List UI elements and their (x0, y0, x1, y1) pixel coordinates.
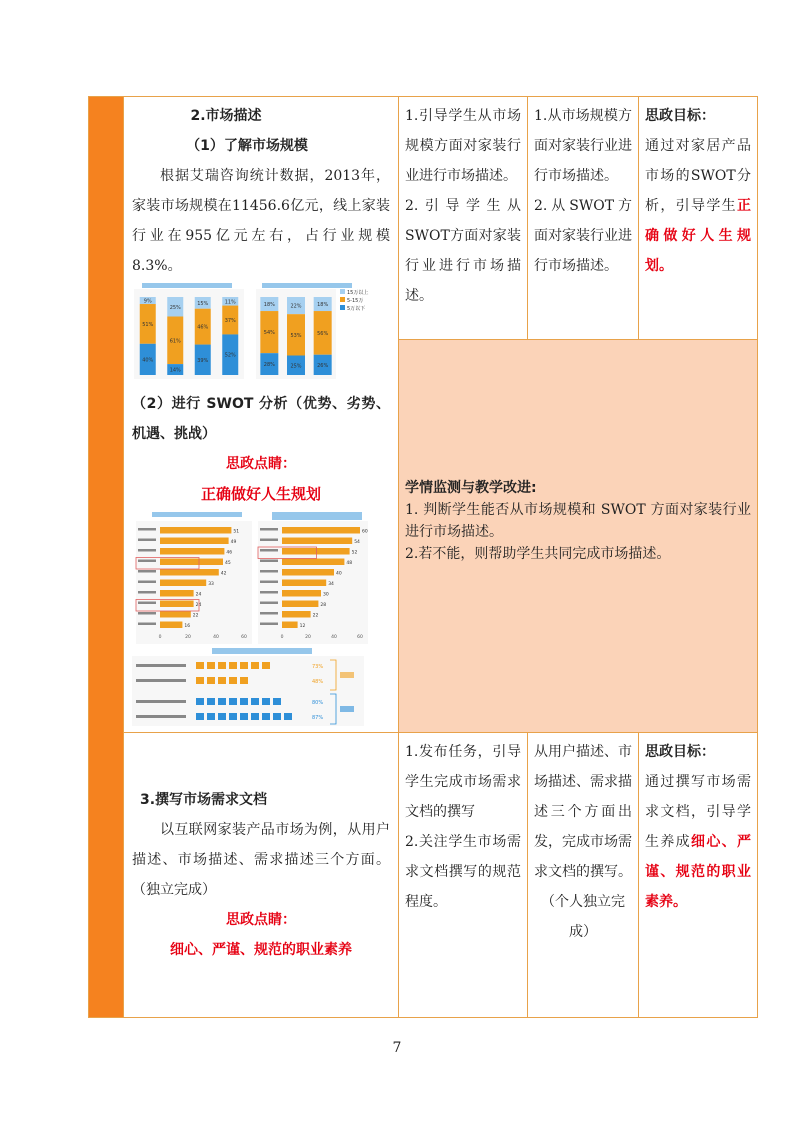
chart-online-offline-bars (132, 648, 372, 726)
category-label-mark (138, 623, 156, 626)
data-label: 24 (195, 592, 202, 598)
sizheng-goal-text (645, 131, 751, 281)
category-label-mark (138, 581, 156, 584)
data-label: 80% (312, 700, 324, 706)
chart-title-bar (212, 648, 312, 654)
chart-market-share-bars (132, 283, 372, 385)
bar (282, 538, 352, 545)
data-label: 52% (224, 352, 236, 359)
section-heading-market: 2.市场描述 (190, 108, 262, 124)
bar (282, 590, 321, 597)
legend-swatch (340, 289, 345, 294)
tick-label: 40 (213, 635, 219, 640)
sizheng-goal-body: 通过撰写市场需求文档，引导学生养成 (645, 774, 751, 850)
data-label: 40 (336, 571, 342, 577)
pictogram-cart (262, 662, 270, 669)
bar (282, 601, 318, 608)
pictogram-cart (218, 698, 226, 705)
category-label-mark (138, 602, 156, 605)
data-label: 87% (312, 715, 324, 721)
chart-title-bar (152, 512, 242, 517)
student-activity-cell-1 (528, 97, 639, 340)
data-label: 33 (208, 582, 214, 587)
legend-entry: 5-15万 (347, 298, 364, 304)
data-label: 56% (317, 330, 329, 337)
data-label: 46 (226, 550, 233, 556)
legend-swatch (340, 305, 345, 310)
legend-swatch (340, 297, 345, 302)
pictogram-cart (251, 698, 259, 705)
tick-label: 20 (185, 635, 191, 640)
bar (160, 622, 182, 629)
category-label-mark (260, 549, 278, 552)
pictogram-cart (229, 698, 237, 705)
data-label: 52 (351, 550, 358, 556)
monitoring-cell (399, 340, 758, 733)
data-label: 48 (346, 561, 353, 566)
chart-title-bar (262, 283, 352, 288)
orange-side-bar (89, 97, 124, 1018)
tick-label: 20 (305, 635, 311, 640)
data-label: 53% (290, 332, 302, 339)
pictogram-cart (218, 713, 226, 720)
data-label: 28 (320, 603, 327, 608)
pictogram-cart (273, 713, 281, 720)
data-label: 28% (263, 362, 275, 369)
data-label: 22% (290, 303, 302, 310)
category-label-mark (260, 602, 278, 605)
data-label: 73% (312, 664, 324, 670)
subheading-market-size: （1）了解市场规模 (186, 138, 308, 154)
content-cell-market (124, 97, 399, 733)
pictogram-cart (229, 677, 237, 684)
data-label: 45 (225, 561, 231, 566)
pictogram-cart (262, 713, 270, 720)
subheading-swot: （2）进行 SWOT 分析（优势、劣势、机遇、挑战） (132, 396, 390, 442)
pictogram-cart (207, 713, 215, 720)
tick-label: 60 (241, 635, 247, 640)
category-label-mark (136, 664, 186, 667)
data-label: 42 (220, 571, 227, 577)
category-label-mark (138, 549, 156, 552)
legend-entry: 15万以上 (347, 290, 369, 296)
legend-entry: 5万以下 (347, 306, 366, 312)
student-activity-item: 2.从SWOT方面对家装行业进行市场描述。 (534, 198, 632, 274)
data-label: 24 (195, 603, 202, 608)
market-size-paragraph: 根据艾瑞咨询统计数据，2013年，家装市场规模在11456.6亿元，线上家装行业在955亿元左右，占行业规模8.3%。 (132, 168, 390, 274)
sizheng-label: 思政点睛： (226, 912, 296, 928)
chart-title-bar (142, 283, 232, 288)
data-label: 39% (197, 357, 209, 364)
data-label: 60 (362, 529, 368, 535)
teacher-activity-item: 2.关注学生市场需求文档撰写的规范程度。 (405, 834, 521, 910)
bar (160, 527, 231, 534)
sizheng-text: 细心、严谨、规范的职业素养 (170, 942, 352, 958)
category-label-mark (136, 700, 186, 703)
bar (160, 580, 206, 587)
data-label: 34 (328, 582, 334, 587)
data-label: 26% (317, 362, 329, 369)
sizheng-text: 正确做好人生规划 (200, 485, 321, 503)
data-label: 25% (290, 363, 302, 370)
data-label: 18% (263, 302, 275, 309)
monitoring-title: 学情监测与教学改进: (405, 480, 537, 496)
pictogram-cart (229, 662, 237, 669)
data-label: 48% (312, 679, 324, 685)
chart-consumer-preference-bars (132, 511, 372, 646)
pictogram-cart (207, 677, 215, 684)
category-label-mark (260, 570, 278, 573)
category-label-mark (138, 570, 156, 573)
pictogram-cart (196, 713, 204, 720)
pictogram-cart (251, 662, 259, 669)
teacher-activity-cell-3 (399, 733, 528, 1018)
category-label-mark (138, 612, 156, 615)
row-requirements-doc (89, 733, 758, 1018)
data-label: 22 (312, 613, 319, 619)
pictogram-cart (273, 698, 281, 705)
bar (282, 611, 311, 618)
pictogram-cart (240, 677, 248, 684)
pictogram-cart (240, 698, 248, 705)
teacher-activity-cell-1 (399, 97, 528, 340)
category-label-mark (260, 623, 278, 626)
data-label: 30 (323, 592, 329, 598)
pictogram-cart (196, 698, 204, 705)
category-label-mark (260, 539, 278, 542)
pictogram-cart (251, 713, 259, 720)
bar (282, 569, 334, 576)
tick-label: 0 (158, 635, 162, 640)
teacher-activity-item: 2.引导学生从SWOT方面对家装行业进行市场描述。 (405, 198, 521, 304)
teacher-activity-item: 1.发布任务，引导学生完成市场需求文档的撰写 (405, 744, 521, 820)
data-label: 25% (169, 304, 181, 311)
tick-label: 60 (357, 635, 363, 640)
data-label: 40% (142, 357, 154, 364)
pictogram-cart (207, 662, 215, 669)
data-label: 54 (354, 540, 360, 545)
category-label-mark (260, 581, 278, 584)
row-market-size (89, 97, 758, 340)
monitoring-item: 1. 判断学生能否从市场规模和 SWOT 方面对家装行业进行市场描述。 (405, 502, 751, 540)
data-label: 11% (224, 299, 236, 306)
data-label: 51% (142, 321, 154, 328)
section-heading-requirements: 3.撰写市场需求文档 (140, 792, 268, 808)
category-label-mark (136, 679, 186, 682)
pictogram-cart (196, 677, 204, 684)
bar (282, 548, 350, 555)
sizheng-goal-text (645, 767, 751, 917)
tick-label: 0 (280, 635, 284, 640)
data-label: 54% (263, 330, 275, 337)
data-label: 14% (169, 367, 181, 374)
content-cell-requirements (124, 733, 399, 1018)
pictogram-cart (240, 662, 248, 669)
pictogram-cart (218, 677, 226, 684)
data-label: 61% (169, 338, 181, 345)
student-activity-item: （个人独立完成） (541, 894, 625, 940)
bar (160, 590, 194, 597)
data-label: 46% (197, 324, 209, 331)
monitoring-item: 2.若不能，则帮助学生共同完成市场描述。 (405, 546, 671, 562)
data-label: 49 (230, 540, 237, 545)
bar (160, 611, 191, 618)
bar (282, 527, 360, 534)
data-label: 12 (299, 624, 306, 629)
pictogram-cart (240, 713, 248, 720)
category-label-mark (136, 715, 186, 718)
group-label-mark (340, 706, 354, 712)
sizheng-goal-cell-3 (639, 733, 758, 1018)
category-label-mark (138, 528, 156, 531)
sizheng-goal-label: 思政目标： (645, 108, 715, 124)
category-label-mark (260, 591, 278, 594)
pictogram-cart (262, 698, 270, 705)
bar (282, 622, 298, 629)
pictogram-cart (218, 662, 226, 669)
pictogram-cart (196, 662, 204, 669)
bar (160, 538, 229, 545)
student-activity-cell-3 (528, 733, 639, 1018)
requirements-paragraph: 以互联网家装产品市场为例，从用户描述、市场描述、需求描述三个方面。（独立完成） (132, 822, 390, 898)
sizheng-goal-highlight: 正确做好人生规划。 (645, 198, 751, 274)
data-label: 37% (224, 318, 236, 325)
category-label-mark (138, 539, 156, 542)
data-label: 18% (317, 302, 329, 309)
sizheng-goal-label: 思政目标： (645, 744, 715, 760)
data-label: 9% (143, 298, 152, 305)
lesson-plan-table (88, 96, 758, 1018)
data-label: 22 (192, 613, 199, 619)
teacher-activity-item: 1.引导学生从市场规模方面对家装行业进行市场描述。 (405, 108, 521, 184)
bar (282, 580, 326, 587)
chart-title-bar (272, 512, 362, 520)
category-label-mark (260, 560, 278, 563)
group-label-mark (340, 672, 354, 678)
sizheng-goal-body: 通过对家居产品市场的SWOT分析，引导学生 (645, 138, 751, 214)
data-label: 51 (233, 529, 240, 535)
category-label-mark (260, 612, 278, 615)
sizheng-label: 思政点睛： (226, 456, 296, 472)
pictogram-cart (207, 698, 215, 705)
sizheng-goal-cell-1 (639, 97, 758, 340)
sizheng-goal-highlight: 细心、严谨、规范的职业素养。 (645, 834, 751, 910)
bar (160, 601, 194, 608)
pictogram-cart (229, 713, 237, 720)
student-activity-item: 1.从市场规模方面对家装行业进行市场描述。 (534, 108, 632, 184)
tick-label: 40 (331, 635, 337, 640)
data-label: 16 (184, 624, 191, 629)
bar (282, 559, 344, 566)
bar (160, 559, 223, 566)
student-activity-item: 从用户描述、市场描述、需求描述三个方面出发，完成市场需求文档的撰写。 (534, 744, 632, 880)
category-label-mark (260, 528, 278, 531)
data-label: 15% (197, 300, 209, 307)
page-number: 7 (392, 1040, 402, 1056)
category-label-mark (138, 591, 156, 594)
pictogram-cart (284, 713, 292, 720)
bar (160, 548, 224, 555)
bar (160, 569, 219, 576)
category-label-mark (138, 560, 156, 563)
